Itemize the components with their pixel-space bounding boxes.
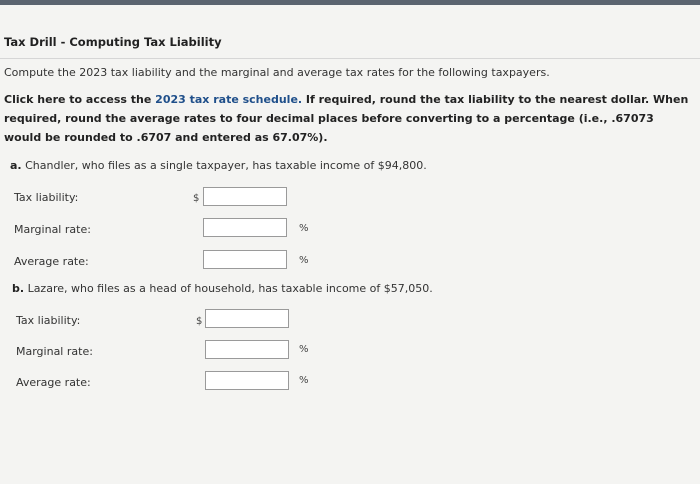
part-b-marginal-percent: %: [299, 344, 309, 355]
part-b-tax-liability-label: Tax liability:: [16, 314, 81, 327]
part-b-average-rate-input[interactable]: [205, 371, 289, 390]
part-b-description: [12, 282, 433, 295]
part-a-marginal-rate-label: Marginal rate:: [14, 223, 91, 236]
part-b-marginal-rate-label: Marginal rate:: [16, 345, 93, 358]
part-b-letter: b.: [12, 282, 25, 295]
page-title: Tax Drill - Computing Tax Liability: [4, 35, 222, 49]
part-b-average-percent: %: [299, 375, 309, 386]
part-a-letter: a.: [10, 159, 22, 172]
part-a-average-rate-label: Average rate:: [14, 255, 89, 268]
instructions: [4, 90, 694, 147]
instructions-suffix: If required, round the tax liability to the nearest dollar. When required, round the average rates to four decimal places before converting to a percentage (i.e., .67073 would be rounded to .6707 and entered as 67.07%).: [4, 93, 689, 144]
part-a-tax-liability-input[interactable]: [203, 187, 287, 206]
part-a-description: [10, 159, 427, 172]
part-a-text: Chandler, who files as a single taxpayer, has taxable income of $94,800.: [25, 159, 427, 172]
part-a-dollar-sign: $: [193, 193, 200, 204]
part-a-marginal-rate-input[interactable]: [203, 218, 287, 237]
part-b-dollar-sign: $: [196, 316, 203, 327]
part-b-marginal-rate-input[interactable]: [205, 340, 289, 359]
part-a-marginal-percent: %: [299, 223, 309, 234]
part-a-average-percent: %: [299, 255, 309, 266]
part-b-tax-liability-input[interactable]: [205, 309, 289, 328]
title-divider: [0, 58, 700, 59]
part-b-text: Lazare, who files as a head of household, has taxable income of $57,050.: [27, 282, 433, 295]
top-bar: [0, 0, 700, 5]
part-b-average-rate-label: Average rate:: [16, 376, 91, 389]
intro-text: Compute the 2023 tax liability and the marginal and average tax rates for the following taxpayers.: [4, 66, 550, 79]
part-a-tax-liability-label: Tax liability:: [14, 191, 79, 204]
tax-rate-schedule-link[interactable]: 2023 tax rate schedule.: [155, 93, 303, 106]
instructions-prefix: Click here to access the: [4, 93, 156, 106]
part-a-average-rate-input[interactable]: [203, 250, 287, 269]
